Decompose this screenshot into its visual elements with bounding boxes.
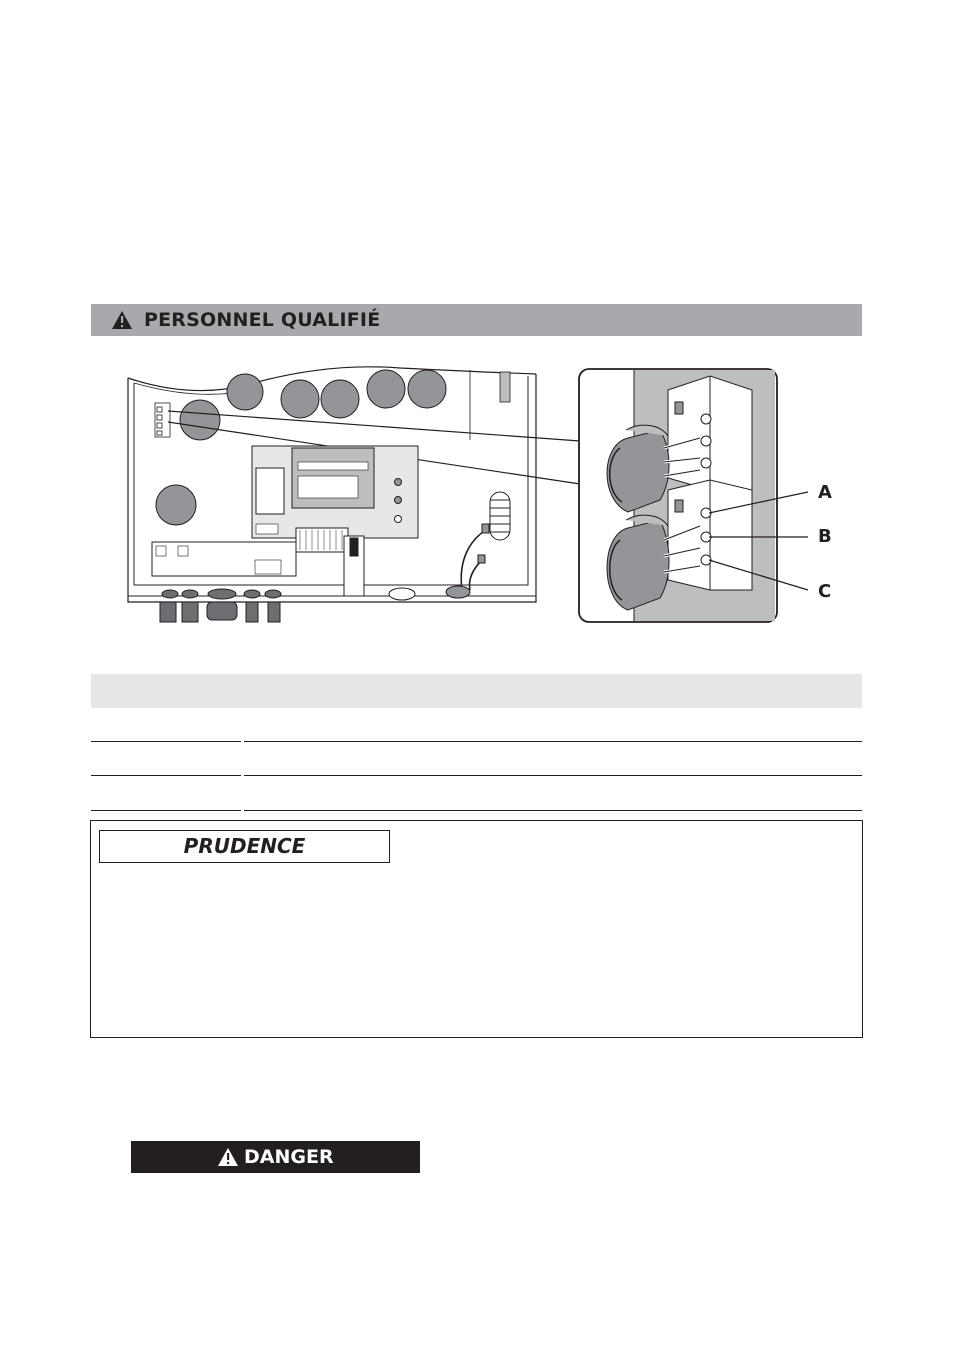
inverter-housing [128,367,536,602]
danger-label: DANGER [244,1146,334,1168]
leader-line-a [709,492,808,513]
left-terminal-block [155,403,170,437]
coil-and-cables [389,492,510,600]
legend-row-b [91,742,862,776]
legend-divider [91,810,241,811]
caution-notice-box [90,820,863,1038]
warning-triangle-icon [217,1147,239,1167]
zoom-lines [168,411,580,484]
callout-b: B [818,526,832,547]
legend-divider [244,775,862,776]
legend-row-c [91,777,862,811]
housing-openings [156,370,446,525]
legend-table-header [91,674,862,708]
caution-label: PRUDENCE [99,830,390,863]
legend-row-a [91,708,862,742]
leader-line-c [709,560,808,590]
terminal-detail-zoom [579,369,808,622]
callout-a: A [818,482,832,503]
warning-triangle-icon [111,310,133,330]
legend-divider [91,775,241,776]
control-board [152,446,418,576]
danger-banner [131,1141,420,1173]
callout-c: C [818,581,832,602]
qualified-personnel-banner [91,304,862,336]
legend-divider [244,810,862,811]
bottom-connectors [160,536,364,622]
qualified-personnel-label: PERSONNEL QUALIFIÉ [144,309,381,331]
